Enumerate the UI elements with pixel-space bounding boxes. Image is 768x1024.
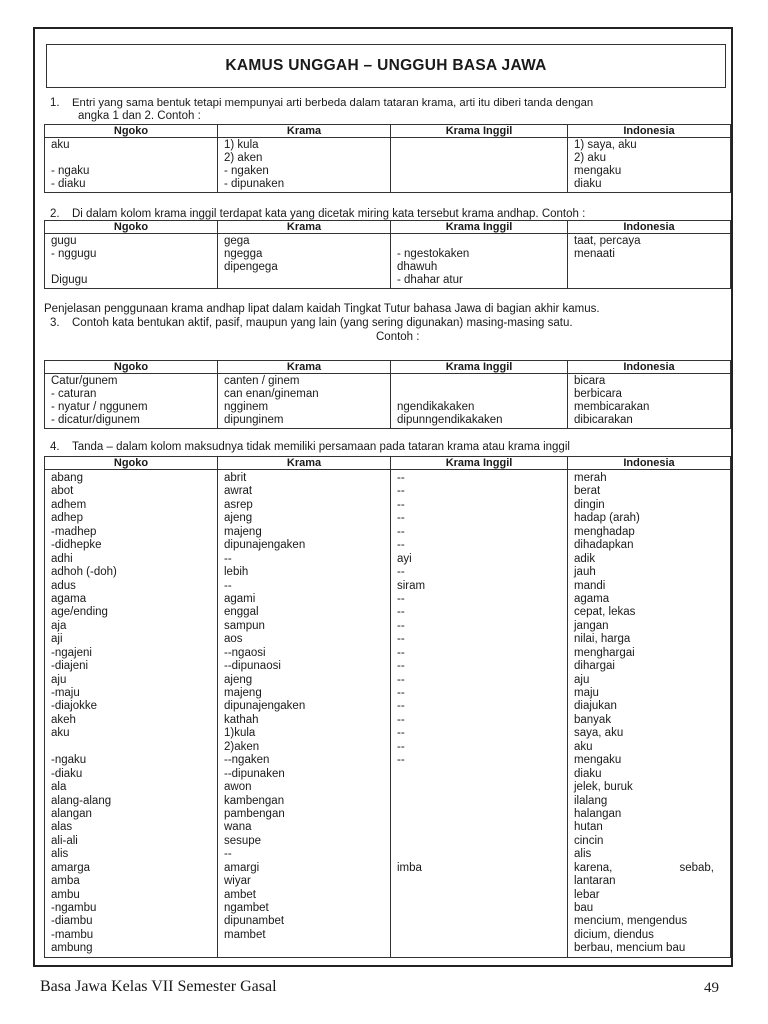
entry-krama: dipunginem	[224, 414, 284, 426]
header-krama-inggil: Krama Inggil	[391, 125, 568, 138]
entry-krama-inggil	[397, 388, 563, 401]
table-header-row	[45, 221, 731, 234]
entry-krama: awrat	[224, 485, 253, 498]
entry-krama: 2) aken	[224, 152, 263, 164]
header-indonesia: Indonesia	[568, 457, 731, 470]
entry-krama: mambet	[224, 928, 266, 941]
entry-krama: enggal	[224, 606, 259, 619]
header-indonesia: Indonesia	[568, 221, 731, 234]
entry-ngoko: aku	[51, 727, 70, 740]
entry-ngoko	[51, 261, 213, 274]
entry-krama: --ngaken	[224, 754, 270, 767]
entry-ngoko: -ngambu	[51, 902, 97, 914]
entry-krama-inggil	[397, 768, 563, 781]
entry-indonesia: dibicarakan	[574, 414, 633, 426]
entry-krama-inggil: --	[397, 700, 405, 713]
entry-krama: --dipunaken	[224, 767, 285, 780]
entry-indonesia: menaati	[574, 248, 615, 260]
entry-krama-inggil: dipunngendikakaken	[397, 414, 503, 426]
table-body-row	[45, 138, 731, 193]
entry-indonesia: agama	[574, 592, 610, 605]
table-body-row	[45, 234, 731, 289]
entry-krama: ngegga	[224, 248, 263, 260]
entry-krama-inggil	[397, 808, 563, 821]
section-3-table	[44, 360, 731, 429]
column-ngoko	[45, 374, 218, 429]
entry-krama-inggil: --	[397, 619, 405, 632]
entry-krama-inggil: --	[397, 566, 405, 579]
entry-krama-inggil	[397, 139, 563, 152]
header-krama: Krama	[218, 361, 391, 374]
header-krama: Krama	[218, 457, 391, 470]
entry-krama-inggil: --	[397, 660, 405, 673]
entry-ngoko: ali-ali	[51, 834, 78, 847]
entry-ngoko: aju	[51, 673, 67, 686]
entry-krama-inggil	[397, 821, 563, 834]
entry-krama-inggil: dhawuh	[397, 261, 438, 273]
entry-indonesia: 2) aku	[574, 152, 606, 164]
entry-ngoko: - caturan	[51, 388, 97, 400]
entry-indonesia: lebar	[574, 888, 600, 901]
entry-krama-inggil: ngendikakaken	[397, 401, 475, 413]
entry-indonesia: 1) saya, aku	[574, 139, 637, 151]
page-title: KAMUS UNGGAH – UNGGUH BASA JAWA	[46, 44, 726, 88]
column-krama-inggil	[391, 138, 568, 193]
entry-ngoko: adus	[51, 579, 76, 592]
entry-krama-inggil: --	[397, 606, 405, 619]
entry-ngoko: -diajeni	[51, 660, 89, 673]
entry-indonesia: merah	[574, 472, 607, 484]
entry-ngoko: adhep	[51, 512, 83, 525]
column-ngoko	[45, 470, 218, 958]
entry-indonesia: menghadap	[574, 525, 635, 538]
section-2-note: Penjelasan penggunaan krama andhap lipat dalam kaidah Tingkat Tutur bahasa Jawa di bagian akhir kamus.	[44, 303, 600, 315]
entry-krama: --ngaosi	[224, 646, 266, 659]
entry-indonesia: aku	[574, 740, 593, 753]
entry-krama-inggil	[397, 375, 563, 388]
entry-ngoko: -didhepke	[51, 539, 102, 552]
entry-indonesia: membicarakan	[574, 401, 650, 413]
entry-ngoko: alis	[51, 848, 69, 861]
entry-indonesia: bau	[574, 902, 594, 914]
header-krama: Krama	[218, 221, 391, 234]
entry-krama-inggil: ayi	[397, 552, 412, 565]
entry-ngoko: akeh	[51, 713, 76, 726]
header-krama-inggil: Krama Inggil	[391, 221, 568, 234]
entry-krama-inggil: --	[397, 646, 405, 659]
entry-krama-inggil: --	[397, 498, 405, 511]
entry-krama: gega	[224, 235, 250, 247]
entry-krama: dipunambet	[224, 915, 285, 928]
entry-ngoko: aku	[51, 139, 70, 151]
section-3-text-line2: Contoh :	[376, 331, 420, 343]
entry-krama-inggil	[397, 902, 563, 915]
entry-krama-inggil: --	[397, 592, 405, 605]
entry-krama: agami	[224, 592, 256, 605]
entry-krama: --	[224, 848, 232, 861]
column-indonesia	[568, 374, 731, 429]
entry-krama: dipunajengaken	[224, 539, 306, 552]
entry-indonesia: nilai, harga	[574, 633, 631, 646]
section-4-table	[44, 456, 731, 958]
entry-ngoko: abang	[51, 472, 83, 484]
entry-indonesia: dihadapkan	[574, 539, 634, 552]
entry-krama: 1)kula	[224, 727, 256, 740]
entry-ngoko: alas	[51, 821, 73, 834]
section-2-text-line1: Di dalam kolom krama inggil terdapat kata yang dicetak miring kata tersebut krama andhap. Contoh :	[72, 208, 586, 220]
entry-ngoko: - ngaku	[51, 165, 90, 177]
table-header-row	[45, 125, 731, 138]
section-2-number: 2.	[50, 208, 60, 220]
entry-indonesia: lantaran	[574, 875, 616, 888]
entry-krama-inggil	[397, 848, 563, 861]
entry-krama-inggil: --	[397, 673, 405, 686]
header-krama-inggil: Krama Inggil	[391, 361, 568, 374]
entry-ngoko	[51, 152, 213, 165]
header-krama-inggil: Krama Inggil	[391, 457, 568, 470]
entry-ngoko: -ngajeni	[51, 646, 92, 659]
entry-ngoko: age/ending	[51, 606, 108, 619]
entry-krama-inggil: --	[397, 539, 405, 552]
entry-ngoko: ala	[51, 781, 67, 794]
header-ngoko: Ngoko	[45, 125, 218, 138]
entry-indonesia: diaku	[574, 767, 602, 780]
entry-krama-inggil: - ngestokaken	[397, 248, 470, 260]
entry-ngoko: amba	[51, 875, 80, 888]
entry-ngoko: -ngaku	[51, 754, 87, 767]
column-indonesia	[568, 234, 731, 289]
entry-krama-inggil	[397, 152, 563, 165]
entry-indonesia: karena, sebab,	[574, 861, 714, 874]
entry-krama-inggil: - dhahar atur	[397, 274, 463, 286]
entry-ngoko: abot	[51, 485, 74, 498]
entry-krama: amargi	[224, 861, 260, 874]
table-body-row	[45, 374, 731, 429]
entry-krama-inggil: --	[397, 633, 405, 646]
entry-indonesia: hutan	[574, 821, 603, 834]
column-krama-inggil	[391, 234, 568, 289]
entry-krama-inggil	[397, 875, 563, 888]
entry-krama: kathah	[224, 713, 259, 726]
entry-indonesia: berbau, mencium bau	[574, 942, 686, 955]
entry-indonesia: mencium, mengendus	[574, 915, 688, 928]
entry-indonesia: diajukan	[574, 700, 617, 713]
entry-indonesia: jauh	[574, 566, 596, 579]
entry-ngoko: Catur/gunem	[51, 375, 118, 387]
entry-ngoko: aja	[51, 619, 67, 632]
entry-ngoko: adhi	[51, 552, 73, 565]
entry-krama: 2)aken	[224, 740, 260, 753]
entry-indonesia: taat, percaya	[574, 235, 641, 247]
entry-krama-inggil: imba	[397, 861, 422, 874]
entry-ngoko: gugu	[51, 235, 77, 247]
entry-ngoko	[51, 741, 213, 754]
entry-krama-inggil: --	[397, 727, 405, 740]
entry-krama: abrit	[224, 472, 247, 484]
entry-krama: sesupe	[224, 834, 262, 847]
column-ngoko	[45, 138, 218, 193]
entry-ngoko: adhem	[51, 498, 87, 511]
header-indonesia: Indonesia	[568, 125, 731, 138]
entry-krama-inggil: --	[397, 512, 405, 525]
section-4-intro	[50, 441, 570, 454]
entry-indonesia: cepat, lekas	[574, 606, 636, 619]
entry-krama: awon	[224, 781, 252, 794]
table-header-row	[45, 457, 731, 470]
entry-krama-inggil	[397, 929, 563, 942]
entry-krama: ngambet	[224, 902, 269, 914]
section-2-table	[44, 220, 731, 289]
column-krama	[218, 234, 391, 289]
entry-indonesia: bicara	[574, 375, 606, 387]
entry-indonesia: cincin	[574, 834, 604, 847]
entry-krama: - dipunaken	[224, 178, 285, 190]
table-header-row	[45, 361, 731, 374]
entry-krama: ajeng	[224, 673, 253, 686]
entry-ngoko: - nggugu	[51, 248, 97, 260]
entry-krama-inggil: --	[397, 740, 405, 753]
entry-ngoko: -diambu	[51, 915, 93, 928]
entry-indonesia: menghargai	[574, 646, 635, 659]
header-ngoko: Ngoko	[45, 361, 218, 374]
entry-krama: canten / ginem	[224, 375, 300, 387]
entry-krama: can enan/gineman	[224, 388, 319, 400]
entry-indonesia	[574, 274, 726, 287]
entry-indonesia: jangan	[574, 619, 609, 632]
header-ngoko: Ngoko	[45, 221, 218, 234]
entry-indonesia: maju	[574, 687, 599, 699]
header-krama: Krama	[218, 125, 391, 138]
column-krama	[218, 470, 391, 958]
entry-krama-inggil: --	[397, 687, 405, 699]
header-ngoko: Ngoko	[45, 457, 218, 470]
entry-krama: dipunajengaken	[224, 700, 306, 713]
entry-krama-inggil	[397, 835, 563, 848]
entry-ngoko: -mambu	[51, 928, 94, 941]
section-1-text-line2: angka 1 dan 2. Contoh :	[78, 110, 201, 122]
entry-ngoko: -diaku	[51, 767, 83, 780]
entry-krama-inggil	[397, 165, 563, 178]
entry-indonesia: adik	[574, 552, 596, 565]
section-3-number: 3.	[50, 317, 60, 329]
entry-krama: --	[224, 552, 232, 565]
column-krama	[218, 374, 391, 429]
entry-ngoko: ambu	[51, 888, 80, 901]
entry-krama: --	[224, 579, 232, 592]
entry-krama: aos	[224, 633, 243, 646]
entry-indonesia: hadap (arah)	[574, 512, 640, 525]
entry-ngoko: alang-alang	[51, 794, 112, 807]
entry-krama: wana	[224, 821, 252, 834]
footer-book-title: Basa Jawa Kelas VII Semester Gasal	[40, 978, 277, 995]
table-body-row	[45, 470, 731, 958]
entry-indonesia: alis	[574, 848, 592, 861]
entry-indonesia: dingin	[574, 498, 605, 511]
entry-ngoko: Digugu	[51, 274, 88, 286]
entry-krama: kambengan	[224, 794, 285, 807]
section-4-text-line1: Tanda – dalam kolom maksudnya tidak memiliki persamaan pada tataran krama atau krama inggil	[72, 441, 570, 453]
column-indonesia	[568, 138, 731, 193]
entry-indonesia: dicium, diendus	[574, 928, 654, 941]
entry-krama: sampun	[224, 619, 265, 632]
entry-krama-inggil: --	[397, 713, 405, 726]
entry-krama-inggil: siram	[397, 579, 426, 592]
entry-krama-inggil: --	[397, 485, 405, 498]
entry-krama-inggil	[397, 781, 563, 794]
header-indonesia: Indonesia	[568, 361, 731, 374]
entry-krama: majeng	[224, 525, 262, 538]
entry-ngoko: aji	[51, 633, 63, 646]
entry-krama: majeng	[224, 687, 262, 699]
section-3-intro	[50, 317, 573, 330]
entry-krama: wiyar	[224, 875, 251, 888]
entry-krama: ajeng	[224, 512, 253, 525]
section-1-intro	[50, 97, 593, 110]
entry-krama: ambet	[224, 888, 256, 901]
entry-indonesia: diaku	[574, 178, 602, 190]
entry-krama: 1) kula	[224, 139, 259, 151]
entry-krama-inggil	[397, 795, 563, 808]
entry-ngoko: -diajokke	[51, 700, 98, 713]
entry-ngoko: -maju	[51, 687, 80, 699]
footer-page-number: 49	[704, 980, 719, 996]
section-4-number: 4.	[50, 441, 60, 453]
entry-indonesia: mandi	[574, 579, 606, 592]
entry-ngoko: ambung	[51, 942, 93, 955]
entry-ngoko: -madhep	[51, 525, 97, 538]
entry-indonesia	[574, 261, 726, 274]
entry-indonesia: mengaku	[574, 754, 622, 767]
column-indonesia	[568, 470, 731, 958]
column-krama	[218, 138, 391, 193]
entry-krama: --dipunaosi	[224, 660, 281, 673]
entry-krama-inggil	[397, 915, 563, 928]
entry-ngoko: alangan	[51, 807, 92, 820]
column-krama-inggil	[391, 374, 568, 429]
entry-indonesia: mengaku	[574, 165, 622, 177]
entry-indonesia: saya, aku	[574, 727, 624, 740]
entry-krama-inggil: --	[397, 754, 405, 767]
column-ngoko	[45, 234, 218, 289]
entry-ngoko: - diaku	[51, 178, 86, 190]
entry-krama: ngginem	[224, 401, 269, 413]
entry-krama: pambengan	[224, 807, 285, 820]
entry-krama: - ngaken	[224, 165, 269, 177]
section-3-text-line1: Contoh kata bentukan aktif, pasif, maupun yang lain (yang sering digunakan) masing-masing satu.	[72, 317, 573, 329]
entry-indonesia: berbicara	[574, 388, 622, 400]
entry-indonesia: dihargai	[574, 660, 615, 673]
entry-ngoko: adhoh (-doh)	[51, 566, 117, 579]
entry-indonesia: berat	[574, 485, 601, 498]
section-1-number: 1.	[50, 97, 60, 109]
entry-krama-inggil	[397, 942, 563, 955]
entry-krama: asrep	[224, 498, 253, 511]
entry-krama-inggil: --	[397, 472, 405, 484]
entry-krama: dipengega	[224, 261, 278, 273]
entry-krama: lebih	[224, 566, 249, 579]
entry-krama-inggil: --	[397, 525, 405, 538]
entry-ngoko: - dicatur/digunem	[51, 414, 140, 426]
entry-indonesia: aju	[574, 673, 590, 686]
entry-krama	[224, 274, 386, 287]
column-krama-inggil	[391, 470, 568, 958]
entry-ngoko: amarga	[51, 861, 90, 874]
entry-ngoko: agama	[51, 592, 87, 605]
section-1-table	[44, 124, 731, 193]
entry-indonesia: halangan	[574, 807, 622, 820]
entry-indonesia: jelek, buruk	[574, 781, 633, 794]
entry-indonesia: banyak	[574, 713, 612, 726]
entry-krama-inggil	[397, 889, 563, 902]
entry-krama	[224, 942, 386, 955]
entry-krama-inggil	[397, 178, 563, 191]
entry-ngoko: - nyatur / nggunem	[51, 401, 148, 413]
section-1-text-line1: Entri yang sama bentuk tetapi mempunyai arti berbeda dalam tataran krama, arti itu diberi tanda dengan	[72, 97, 594, 109]
entry-krama-inggil	[397, 235, 563, 248]
entry-indonesia: ilalang	[574, 794, 608, 807]
